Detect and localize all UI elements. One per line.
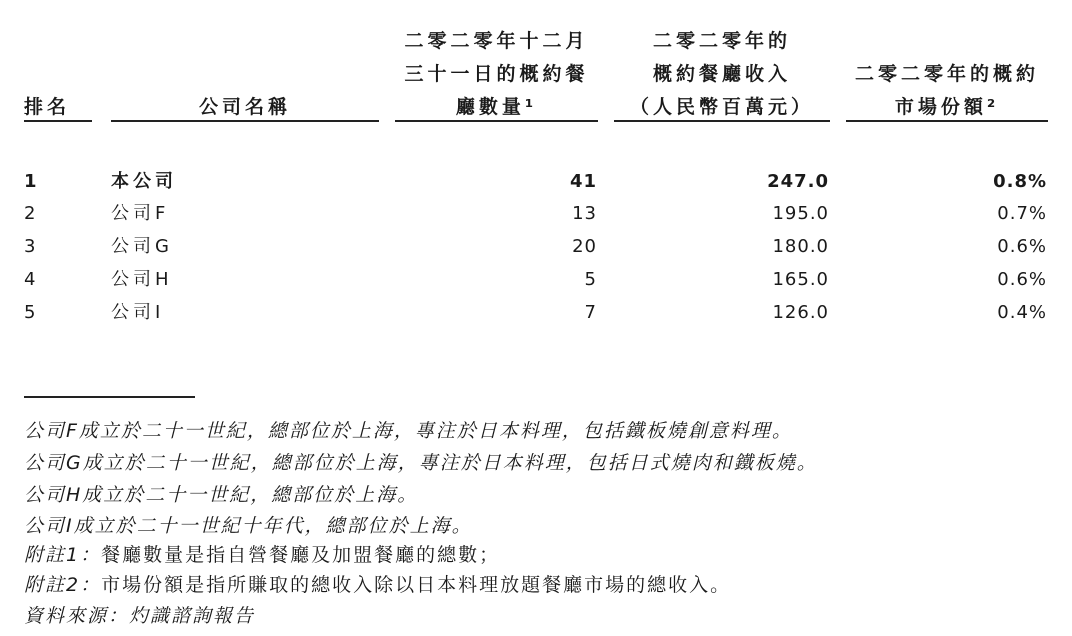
table-row-5-restaurants: 7 (584, 302, 597, 323)
footnote-source-text: 資料來源：灼識諮詢報告 (24, 605, 256, 627)
header-rank: 排名 (24, 96, 71, 118)
header-share-line1: 二零二零年的概約 (854, 63, 1039, 85)
table-row-5-company: 公司I (111, 302, 165, 323)
header-rule-share (846, 120, 1048, 122)
table-row-4-rank: 4 (24, 269, 36, 290)
footnote-company-f-text: 公司F成立於二十一世紀，總部位於上海，專注於日本料理，包括鐵板燒創意料理。 (24, 420, 793, 442)
footnote-company-h-text: 公司H成立於二十一世紀，總部位於上海。 (24, 484, 419, 506)
footnote-company-g (24, 448, 818, 478)
table-row-1-share: 0.8% (993, 171, 1047, 192)
table-row-4-restaurants: 5 (584, 269, 597, 290)
footnote-company-i (24, 511, 473, 541)
table-row-3-revenue: 180.0 (772, 236, 829, 257)
table-row-3-company: 公司G (111, 236, 173, 257)
table-row-4-revenue: 165.0 (772, 269, 829, 290)
header-rule-restaurants (395, 120, 598, 122)
footnote-company-h (24, 480, 418, 510)
table-row-3-share: 0.6% (997, 236, 1047, 257)
table-row-3-rank: 3 (24, 236, 36, 257)
footnote-company-i-text: 公司I成立於二十一世紀十年代，總部位於上海。 (24, 515, 473, 537)
footnote-company-f (24, 416, 793, 446)
table-row-4-share: 0.6% (997, 269, 1047, 290)
table-row-1-restaurants: 41 (569, 171, 597, 192)
table-row-2-restaurants: 13 (572, 203, 597, 224)
footnote-note-1 (24, 540, 500, 570)
table-row-1-rank: 1 (24, 171, 37, 192)
footnote-note-1-text: 餐廳數量是指自營餐廳及加盟餐廳的總數； (101, 544, 501, 566)
table-row-2-revenue: 195.0 (772, 203, 829, 224)
table-row-4-company: 公司H (111, 269, 173, 290)
header-revenue-line1: 二零二零年的 (652, 30, 791, 52)
footnote-note-1-label: 附註1： (24, 544, 102, 566)
table-row-5-rank: 5 (24, 302, 36, 323)
table-row-2-company: 公司F (111, 203, 170, 224)
footnote-note-2 (24, 570, 731, 600)
footnote-source (24, 601, 255, 631)
table-row-3-restaurants: 20 (572, 236, 597, 257)
table-row-5-revenue: 126.0 (772, 302, 829, 323)
footnote-divider (24, 396, 195, 398)
header-rule-company (111, 120, 379, 122)
footnote-note-2-text: 市場份額是指所賺取的總收入除以日本料理放題餐廳市場的總收入。 (101, 574, 732, 596)
header-rule-revenue (614, 120, 830, 122)
table-row-2-rank: 2 (24, 203, 36, 224)
table-row-1-company: 本公司 (111, 171, 177, 192)
header-revenue-line2: 概約餐廳收入 (652, 63, 791, 85)
header-revenue-line3: （人民幣百萬元） (629, 96, 814, 118)
header-rule-rank (24, 120, 92, 122)
header-share-line2: 市場份額² (894, 96, 1000, 118)
header-restaurants-line3: 廳數量¹ (455, 96, 538, 118)
header-restaurants-line1: 二零二零年十二月 (404, 30, 589, 52)
footnote-note-2-label: 附註2： (24, 574, 102, 596)
header-restaurants-line2: 三十一日的概約餐 (404, 63, 589, 85)
footnote-company-g-text: 公司G成立於二十一世紀，總部位於上海，專注於日本料理，包括日式燒肉和鐵板燒。 (24, 452, 818, 474)
table-row-1-revenue: 247.0 (767, 171, 829, 192)
header-company: 公司名稱 (198, 96, 291, 118)
table-row-2-share: 0.7% (997, 203, 1047, 224)
table-row-5-share: 0.4% (997, 302, 1047, 323)
